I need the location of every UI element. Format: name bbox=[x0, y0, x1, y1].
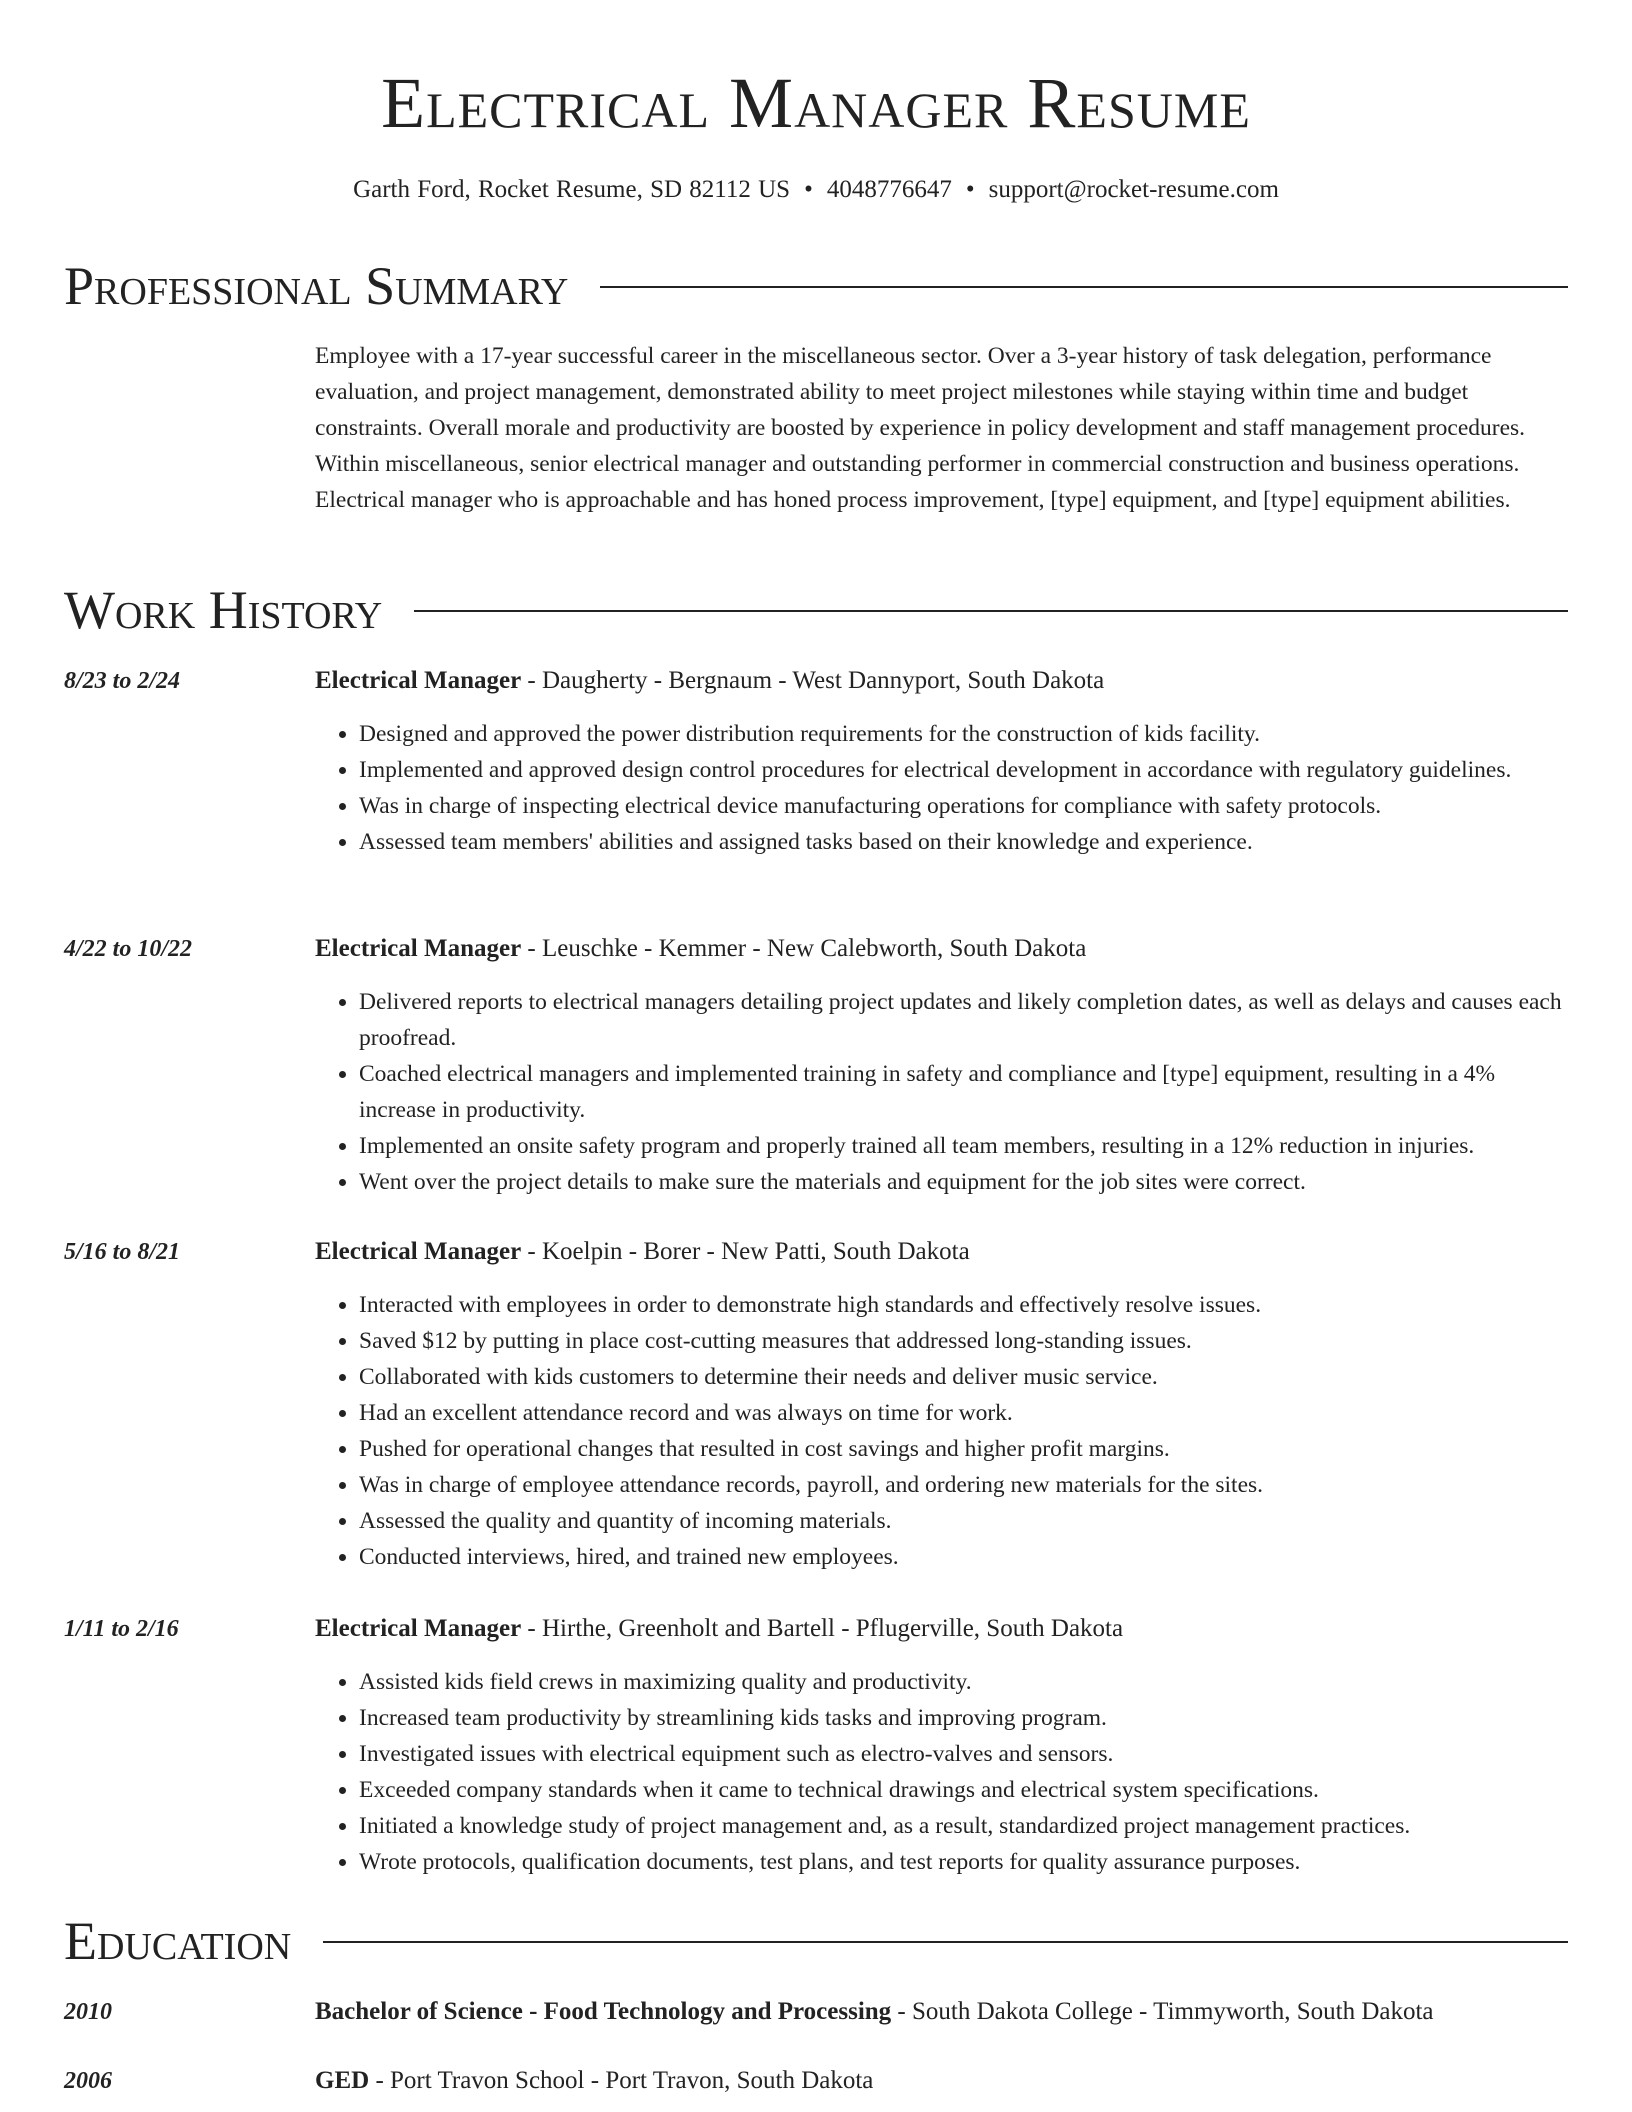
job-dates: 5/16 to 8/21 bbox=[64, 1239, 181, 1265]
job-bullets bbox=[315, 1664, 1571, 1880]
job-bullet: • Collaborated with kids customers to determine their needs and deliver music service. bbox=[359, 1359, 1571, 1395]
education-headline bbox=[315, 2063, 873, 2099]
section-divider bbox=[414, 610, 1568, 612]
job-bullet: • Pushed for operational changes that resulted in cost savings and higher profit margins. bbox=[359, 1431, 1571, 1467]
job-headline bbox=[315, 1234, 970, 1270]
education-degree: Bachelor of Science - Food Technology and Processing bbox=[315, 1998, 892, 2025]
job-role: Electrical Manager bbox=[315, 667, 522, 694]
job-dates: 8/23 to 2/24 bbox=[64, 668, 181, 694]
resume-title: Electrical Manager Resume bbox=[381, 63, 1251, 143]
education-year: 2006 bbox=[64, 2068, 112, 2094]
job-bullet: • Interacted with employees in order to demonstrate high standards and effectively resolve issues. bbox=[359, 1287, 1571, 1323]
job-headline bbox=[315, 1611, 1123, 1647]
job-bullet: • Had an excellent attendance record and was always on time for work. bbox=[359, 1395, 1571, 1431]
summary-heading-text: Professional Summary bbox=[64, 256, 569, 316]
contact-separator: • bbox=[965, 176, 975, 203]
education-degree: GED bbox=[315, 2067, 370, 2094]
job-dates: 1/11 to 2/16 bbox=[64, 1616, 179, 1642]
job-bullet: • Implemented and approved design control procedures for electrical development in accordance with regulatory guidelines. bbox=[359, 752, 1571, 788]
section-divider bbox=[323, 1941, 1568, 1943]
job-bullet: • Saved $12 by putting in place cost-cutting measures that addressed long-standing issues. bbox=[359, 1323, 1571, 1359]
job-bullets bbox=[315, 984, 1571, 1200]
job-bullet: • Assessed the quality and quantity of incoming materials. bbox=[359, 1503, 1571, 1539]
work-section-heading bbox=[64, 578, 1568, 642]
job-role: Electrical Manager bbox=[315, 1615, 522, 1642]
education-details: - Port Travon School - Port Travon, South Dakota bbox=[369, 2067, 874, 2094]
job-bullet: • Was in charge of inspecting electrical device manufacturing operations for compliance with safety protocols. bbox=[359, 788, 1571, 824]
contact-phone: 4048776647 bbox=[826, 176, 952, 203]
job-bullet: • Designed and approved the power distribution requirements for the construction of kids facility. bbox=[359, 716, 1571, 752]
job-headline bbox=[315, 663, 1104, 699]
job-headline bbox=[315, 931, 1086, 967]
job-bullet: • Went over the project details to make sure the materials and equipment for the job sites were correct. bbox=[359, 1164, 1571, 1200]
job-bullet: • Coached electrical managers and implemented training in safety and compliance and [type] equipment, resulting in a 4% increase in productivity. bbox=[359, 1056, 1571, 1128]
summary-text: Employee with a 17-year successful career in the miscellaneous sector. Over a 3-year history of task delegation, performance evaluation, and project management, demonstrated ability to meet project milestones while staying within time and budget constraints. Overall morale and productivity are boosted by experience in policy development and staff management procedures. Within miscellaneous, senior electrical manager and outstanding performer in commercial construction and business operations. Electrical manager who is approachable and has honed process improvement, [type] equipment, and [type] equipment abilities. bbox=[315, 343, 1526, 513]
job-bullet: • Investigated issues with electrical equipment such as electro-valves and sensors. bbox=[359, 1736, 1571, 1772]
education-headline bbox=[315, 1994, 1434, 2030]
job-bullet: • Initiated a knowledge study of project management and, as a result, standardized project management practices. bbox=[359, 1808, 1571, 1844]
education-section-heading bbox=[64, 1909, 1568, 1973]
job-dates: 4/22 to 10/22 bbox=[64, 936, 193, 962]
job-role: Electrical Manager bbox=[315, 935, 522, 962]
job-bullet: • Assessed team members' abilities and assigned tasks based on their knowledge and experience. bbox=[359, 824, 1571, 860]
contact-address: Garth Ford, Rocket Resume, SD 82112 US bbox=[353, 176, 791, 203]
job-bullets bbox=[315, 1287, 1571, 1575]
job-bullet: • Increased team productivity by streamlining kids tasks and improving program. bbox=[359, 1700, 1571, 1736]
education-heading-text: Education bbox=[64, 1911, 292, 1971]
education-year: 2010 bbox=[64, 1999, 112, 2025]
job-details: - Leuschke - Kemmer - New Calebworth, South Dakota bbox=[521, 935, 1087, 962]
job-bullet: • Implemented an onsite safety program and properly trained all team members, resulting in a 12% reduction in injuries. bbox=[359, 1128, 1571, 1164]
job-bullet: • Wrote protocols, qualification documents, test plans, and test reports for quality assurance purposes. bbox=[359, 1844, 1571, 1880]
work-heading-text: Work History bbox=[64, 580, 383, 640]
job-bullet: • Was in charge of employee attendance records, payroll, and ordering new materials for the sites. bbox=[359, 1467, 1571, 1503]
summary-section-heading bbox=[64, 254, 1568, 318]
job-bullet: • Assisted kids field crews in maximizing quality and productivity. bbox=[359, 1664, 1571, 1700]
contact-line bbox=[0, 174, 1632, 206]
contact-email: support@rocket-resume.com bbox=[988, 176, 1279, 203]
job-bullet: • Delivered reports to electrical managers detailing project updates and likely completion dates, as well as delays and causes each proofread. bbox=[359, 984, 1571, 1056]
job-bullet: • Exceeded company standards when it came to technical drawings and electrical system specifications. bbox=[359, 1772, 1571, 1808]
job-details: - Daugherty - Bergnaum - West Dannyport, South Dakota bbox=[521, 667, 1105, 694]
job-details: - Koelpin - Borer - New Patti, South Dakota bbox=[521, 1238, 970, 1265]
job-bullets bbox=[315, 716, 1571, 860]
job-details: - Hirthe, Greenholt and Bartell - Pflugerville, South Dakota bbox=[521, 1615, 1124, 1642]
education-details: - South Dakota College - Timmyworth, South Dakota bbox=[891, 1998, 1434, 2025]
job-role: Electrical Manager bbox=[315, 1238, 522, 1265]
job-bullet: • Conducted interviews, hired, and trained new employees. bbox=[359, 1539, 1571, 1575]
section-divider bbox=[600, 286, 1568, 288]
contact-separator: • bbox=[804, 176, 813, 203]
